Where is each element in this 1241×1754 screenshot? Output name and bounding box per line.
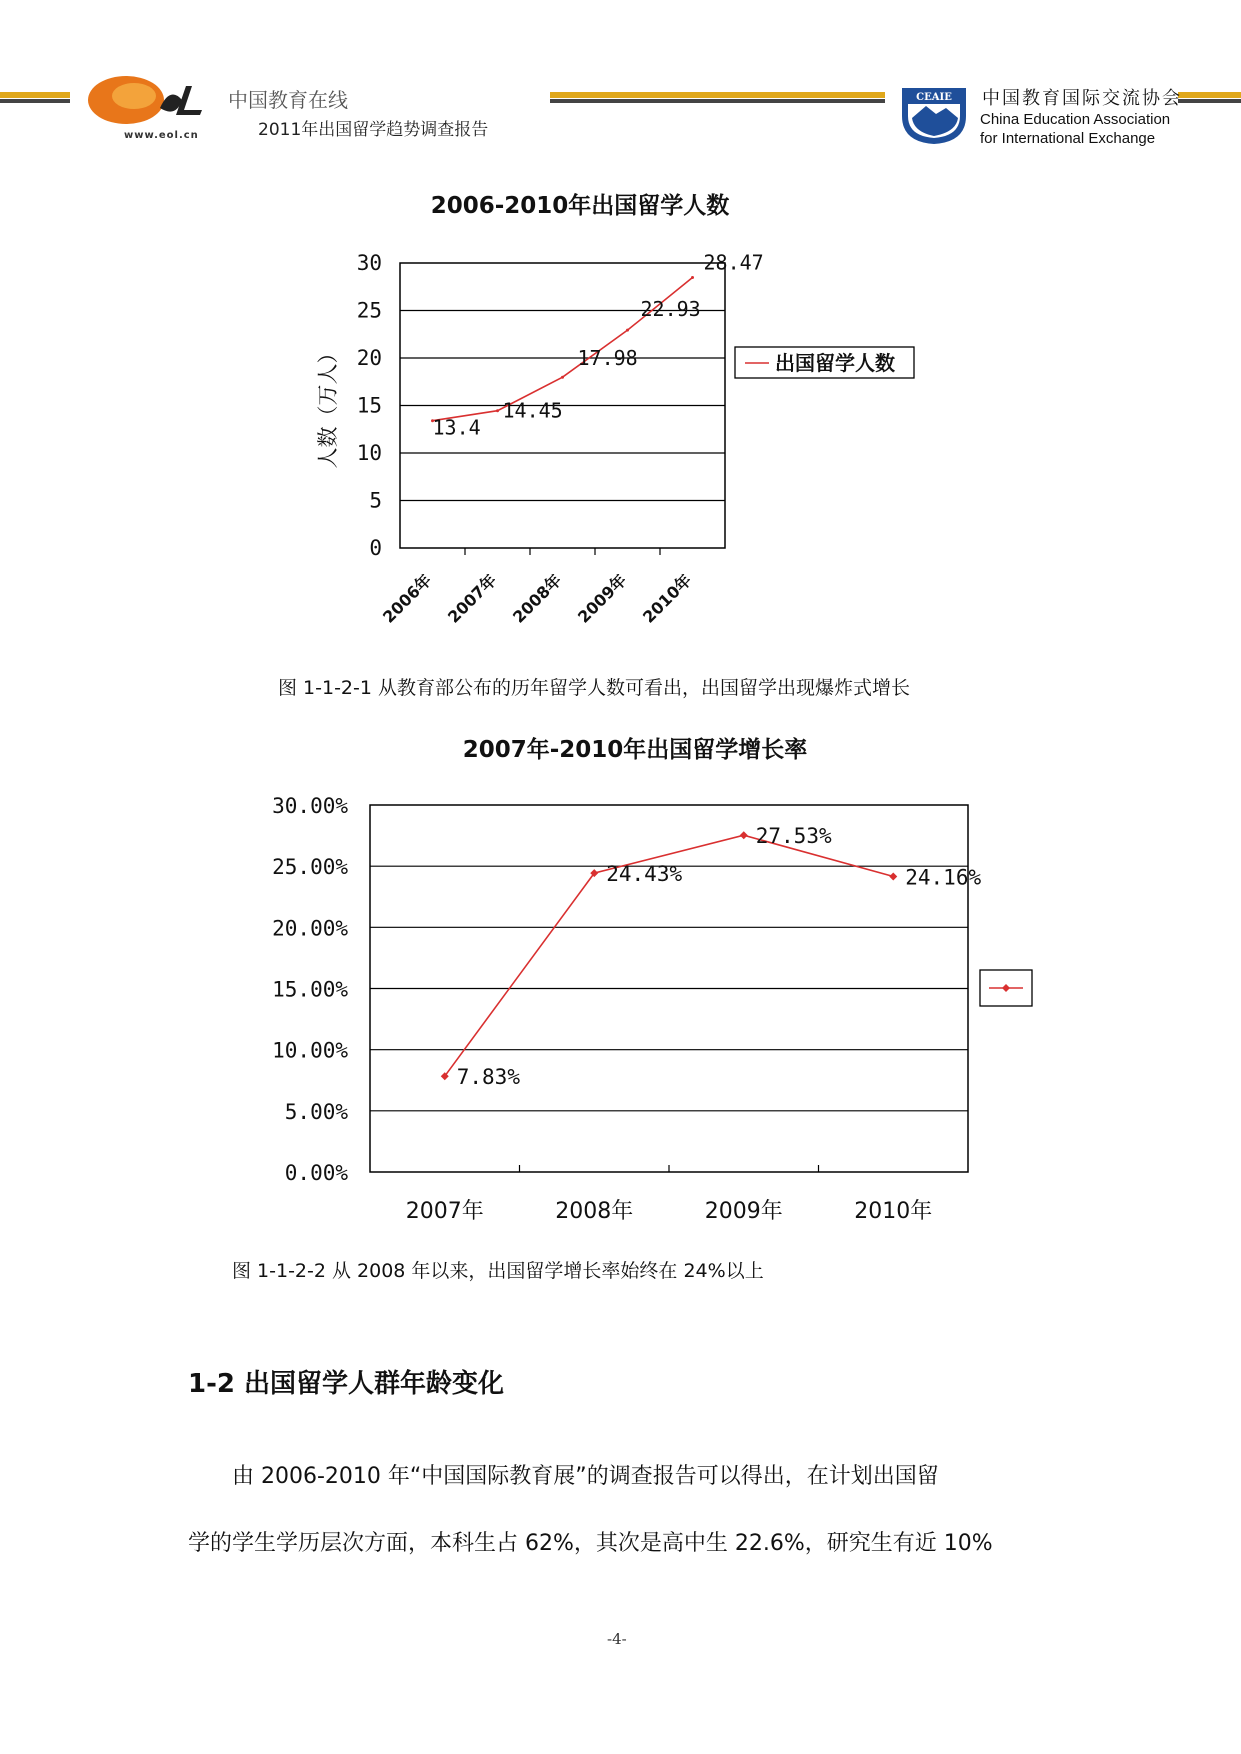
- chart1-data-point: [561, 376, 564, 379]
- chart1-title: 2006-2010年出国留学人数: [430, 193, 730, 219]
- chart1-data-point: [496, 409, 499, 412]
- chart1-caption: 图 1-1-2-1 从教育部公布的历年留学人数可看出，出国留学出现爆炸式增长: [278, 677, 911, 699]
- chart2-data-label: 24.43%: [606, 862, 683, 887]
- chart1-x-tick-label: 2006年: [379, 570, 436, 627]
- chart1-y-tick-label: 10: [356, 441, 382, 465]
- paragraph-line-2: 学的学生学历层次方面，本科生占 62%，其次是高中生 22.6%，研究生有近 10%: [188, 1531, 993, 1556]
- chart1-data-label: 14.45: [502, 398, 563, 423]
- header-report-title: 2011年出国留学趋势调查报告: [258, 120, 489, 140]
- chart1-data-label: 13.4: [432, 415, 481, 440]
- header-site-name: 中国教育在线: [228, 88, 348, 112]
- chart1-y-axis-title: 人数（万人）: [316, 342, 340, 469]
- ceaie-logo: [898, 84, 970, 146]
- eol-url-text: www.eol.cn: [124, 130, 199, 141]
- chart1-y-tick-label: 25: [356, 298, 382, 323]
- chart1-data-label: 28.47: [703, 250, 764, 275]
- header-org-en-line1: China Education Association: [980, 111, 1171, 128]
- header-bar-left: [0, 92, 70, 104]
- chart1-y-tick-label: 15: [356, 393, 382, 418]
- chart1-data-point: [626, 329, 629, 332]
- header-bar-middle: [550, 92, 885, 104]
- chart2-data-label: 24.16%: [905, 865, 982, 890]
- page-number: -4-: [607, 1630, 627, 1648]
- chart2-x-tick-label: 2008年: [555, 1199, 634, 1224]
- chart2-x-tick-label: 2007年: [405, 1199, 484, 1224]
- chart2-svg: [240, 785, 1040, 1235]
- chart1-y-tick-label: 5: [369, 488, 382, 513]
- paragraph-line-1: 由 2006-2010 年“中国国际教育展”的调查报告可以得出，在计划出国留: [232, 1464, 939, 1489]
- chart1-x-tick-label: 2008年: [509, 570, 566, 627]
- header-bar-right: [1178, 92, 1241, 104]
- chart2-y-tick-label: 0.00%: [284, 1161, 348, 1185]
- chart2-title: 2007年-2010年出国留学增长率: [462, 737, 808, 763]
- chart1-x-tick-label: 2009年: [574, 570, 631, 627]
- chart1-y-tick-label: 30: [356, 251, 382, 275]
- chart2-y-tick-label: 25.00%: [272, 855, 348, 880]
- chart2-y-tick-label: 5.00%: [284, 1099, 348, 1124]
- header-org-en-line2: for International Exchange: [980, 130, 1156, 147]
- chart2-y-tick-label: 10.00%: [272, 1038, 348, 1063]
- chart1-legend-label: 出国留学人数: [775, 351, 895, 375]
- chart2-data-label: 27.53%: [755, 824, 832, 849]
- header-org-cn: 中国教育国际交流协会: [982, 88, 1182, 109]
- chart2-y-tick-label: 30.00%: [272, 794, 348, 818]
- chart1-x-tick-label: 2010年: [639, 570, 696, 627]
- chart1-x-tick-label: 2007年: [444, 570, 501, 627]
- eol-logo: [82, 70, 212, 142]
- chart1-data-label: 17.98: [577, 346, 638, 371]
- section-heading: 1-2 出国留学人群年龄变化: [188, 1369, 505, 1399]
- chart2-y-tick-label: 20.00%: [272, 916, 348, 941]
- chart2-caption: 图 1-1-2-2 从 2008 年以来，出国留学增长率始终在 24%以上: [232, 1260, 764, 1282]
- chart2-x-tick-label: 2009年: [704, 1199, 783, 1224]
- chart1-data-point: [691, 276, 694, 279]
- ceaie-logo-text: CEAIE: [916, 92, 952, 103]
- chart1-y-tick-label: 0: [369, 536, 382, 560]
- chart1-svg: [290, 240, 970, 650]
- chart2-y-tick-label: 15.00%: [272, 977, 348, 1002]
- chart2-x-tick-label: 2010年: [854, 1199, 933, 1224]
- chart1-y-tick-label: 20: [356, 346, 382, 370]
- chart2-data-label: 7.83%: [456, 1065, 520, 1090]
- chart1-data-label: 22.93: [640, 297, 701, 322]
